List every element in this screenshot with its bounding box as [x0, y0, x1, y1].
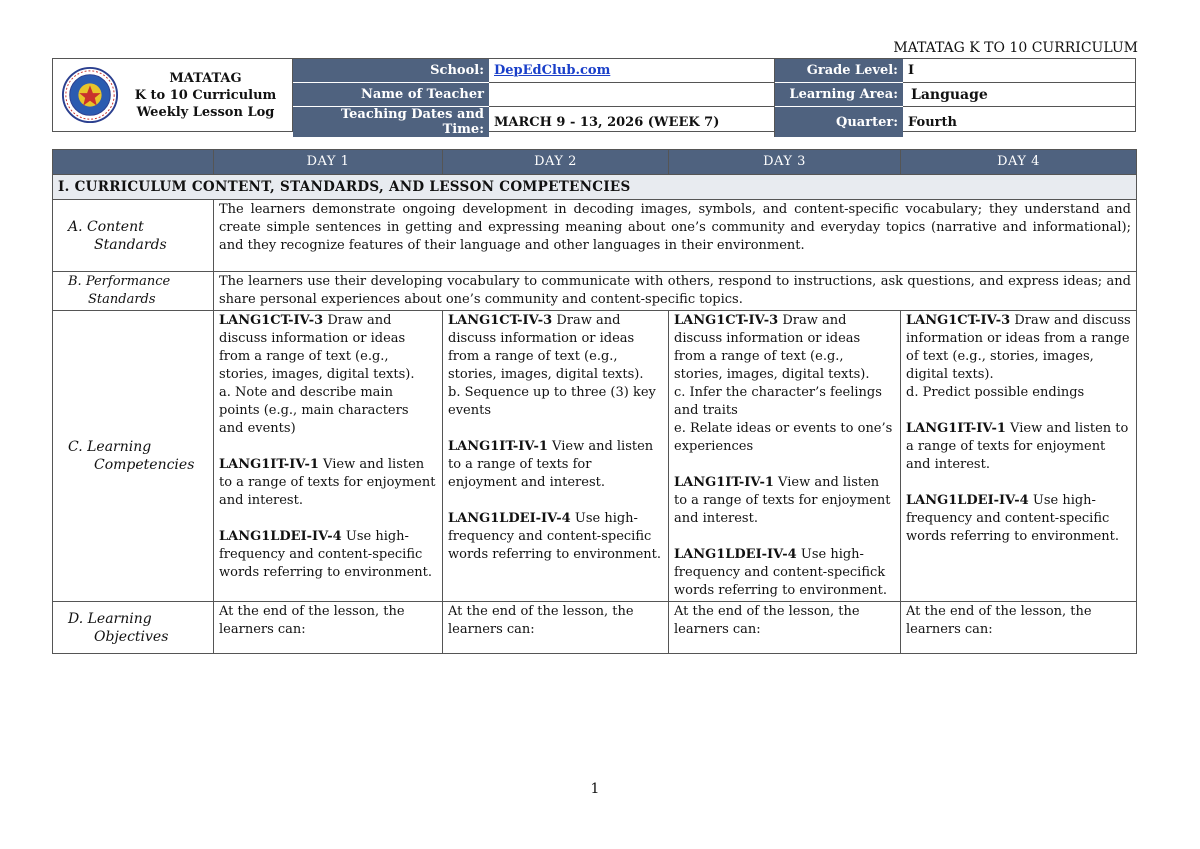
competencies-day-2: [443, 311, 669, 602]
competency-code: LANG1CT-IV-3: [219, 313, 324, 328]
competency-sub: c. Infer the character’s feelings and traits: [674, 385, 882, 418]
grade-value: I: [903, 59, 1135, 83]
school-label: School:: [293, 59, 489, 83]
competency-code: LANG1CT-IV-3: [674, 313, 779, 328]
competency-sub: d. Predict possible endings: [906, 385, 1085, 400]
objectives-label: [53, 602, 214, 654]
competency-code: LANG1LDEI-IV-4: [674, 547, 797, 562]
competency-text: Use high-frequency and content-specific words referring to environment.: [219, 529, 433, 580]
performance-standards-row: [53, 272, 1137, 311]
competency-code: LANG1LDEI-IV-4: [219, 529, 342, 544]
performance-standards-text: The learners use their developing vocabulary to communicate with others, respond to instructions, ask questions, and express ideas; and share personal experiences about one’s community and content-specific topics.: [214, 272, 1137, 311]
objectives-row: [53, 602, 1137, 654]
logo-cell: [53, 59, 293, 131]
teacher-label: Name of Teacher: [293, 83, 489, 107]
competencies-label-1: C. Learning: [68, 439, 152, 455]
competency-sub: b. Sequence up to three (3) key events: [448, 385, 656, 418]
performance-standards-label: [53, 272, 214, 311]
objectives-label-2: Objectives: [94, 628, 169, 645]
deped-seal-icon: [61, 66, 119, 124]
competencies-row: [53, 311, 1137, 602]
logo-line-1: MATATAG: [169, 70, 242, 86]
competency-block: [906, 312, 1131, 384]
competencies-day-3: [669, 311, 901, 602]
quarter-label: Quarter:: [775, 107, 903, 137]
content-standards-label: [53, 200, 214, 272]
content-standards-text: The learners demonstrate ongoing development in decoding images, symbols, and content-specific vocabulary; they understand and create simple sentences in getting and expressing meaning about one’s community and everyday topics (narrative and informational); and they recognize features of their language and other languages in their environment.: [214, 200, 1137, 272]
competency-block: [448, 438, 663, 492]
competencies-day-1: [214, 311, 443, 602]
competency-text: Draw and discuss information or ideas from a range of text (e.g., stories, images, digital texts).: [219, 313, 415, 382]
area-label: Learning Area:: [775, 83, 903, 107]
lesson-plan-table: [52, 149, 1137, 654]
competency-text: View and listen to a range of texts for enjoyment and interest.: [448, 439, 654, 490]
competency-text: Use high-frequency and content-specifick words referring to environment.: [674, 547, 888, 598]
objectives-day-1: At the end of the lesson, the learners can:: [214, 602, 443, 654]
competency-block: [906, 492, 1131, 546]
performance-standards-label-2: Standards: [88, 292, 156, 307]
competency-block: [448, 510, 663, 564]
competency-block: [219, 528, 437, 582]
performance-standards-label-1: B. Performance: [68, 274, 171, 289]
dates-label: Teaching Dates and Time:: [293, 107, 489, 137]
area-value: [903, 83, 1135, 107]
section-row: [53, 175, 1137, 200]
competency-text: Draw and discuss information or ideas from a range of text (e.g., stories, images, digital texts).: [906, 313, 1131, 382]
info-grid: [293, 59, 1135, 137]
competency-text: Use high-frequency and content-specific words referring to environment.: [448, 511, 662, 562]
section-title: I. CURRICULUM CONTENT, STANDARDS, AND LESSON COMPETENCIES: [53, 175, 1137, 200]
competency-block: [219, 312, 437, 384]
objectives-label-1: D. Learning: [68, 610, 152, 627]
competency-block: [674, 312, 895, 384]
competency-code: LANG1CT-IV-3: [448, 313, 553, 328]
competency-block: [219, 456, 437, 510]
competency-text: View and listen to a range of texts for enjoyment and interest.: [906, 421, 1129, 472]
competency-text: View and listen to a range of texts for enjoyment and interest.: [219, 457, 436, 508]
competency-text: Draw and discuss information or ideas from a range of text (e.g., stories, images, digital texts).: [448, 313, 644, 382]
teacher-value: [489, 83, 775, 107]
dates-value: MARCH 9 - 13, 2026 (WEEK 7): [489, 107, 775, 137]
curriculum-header-label: MATATAG K TO 10 CURRICULUM: [893, 40, 1138, 56]
lesson-log-header: [52, 58, 1136, 137]
competency-code: LANG1CT-IV-3: [906, 313, 1011, 328]
logo-line-3: Weekly Lesson Log: [136, 104, 275, 120]
corner-cell: [53, 150, 214, 175]
objectives-day-3: At the end of the lesson, the learners can:: [669, 602, 901, 654]
competency-block: [448, 312, 663, 384]
day-header-row: [53, 150, 1137, 175]
competency-code: LANG1LDEI-IV-4: [906, 493, 1029, 508]
competency-code: LANG1IT-IV-1: [674, 475, 774, 490]
day-1-header: DAY 1: [214, 150, 443, 175]
grade-label: Grade Level:: [775, 59, 903, 83]
competencies-day-4: [901, 311, 1137, 602]
competencies-label-2: Competencies: [94, 457, 195, 473]
competency-sub-2: e. Relate ideas or events to one’s experiences: [674, 421, 893, 454]
competency-code: LANG1LDEI-IV-4: [448, 511, 571, 526]
school-value: [489, 59, 775, 83]
competency-block: [906, 420, 1131, 474]
competency-code: LANG1IT-IV-1: [448, 439, 548, 454]
competency-block: [674, 546, 895, 600]
logo-line-2: K to 10 Curriculum: [134, 87, 277, 103]
competency-text: Use high-frequency and content-specific words referring to environment.: [906, 493, 1120, 544]
area-value-text: Language: [911, 86, 988, 103]
day-3-header: DAY 3: [669, 150, 901, 175]
content-standards-row: [53, 200, 1137, 272]
logo-title: [119, 70, 292, 121]
competency-text: Draw and discuss information or ideas from a range of text (e.g., stories, images, digital texts).: [674, 313, 870, 382]
competencies-label: [53, 311, 214, 602]
content-standards-label-2: Standards: [94, 236, 167, 253]
competency-code: LANG1IT-IV-1: [906, 421, 1006, 436]
objectives-day-2: At the end of the lesson, the learners can:: [443, 602, 669, 654]
quarter-value: Fourth: [908, 114, 957, 130]
day-4-header: DAY 4: [901, 150, 1137, 175]
school-link[interactable]: DepEdClub.com: [494, 63, 611, 78]
page-number: 1: [590, 781, 600, 797]
competency-code: LANG1IT-IV-1: [219, 457, 319, 472]
content-standards-label-1: A. Content: [68, 218, 144, 235]
competency-text: View and listen to a range of texts for enjoyment and interest.: [674, 475, 891, 526]
competency-block: [674, 474, 895, 528]
competency-sub: a. Note and describe main points (e.g., main characters and events): [219, 385, 409, 436]
day-2-header: DAY 2: [443, 150, 669, 175]
objectives-day-4: At the end of the lesson, the learners can:: [901, 602, 1137, 654]
